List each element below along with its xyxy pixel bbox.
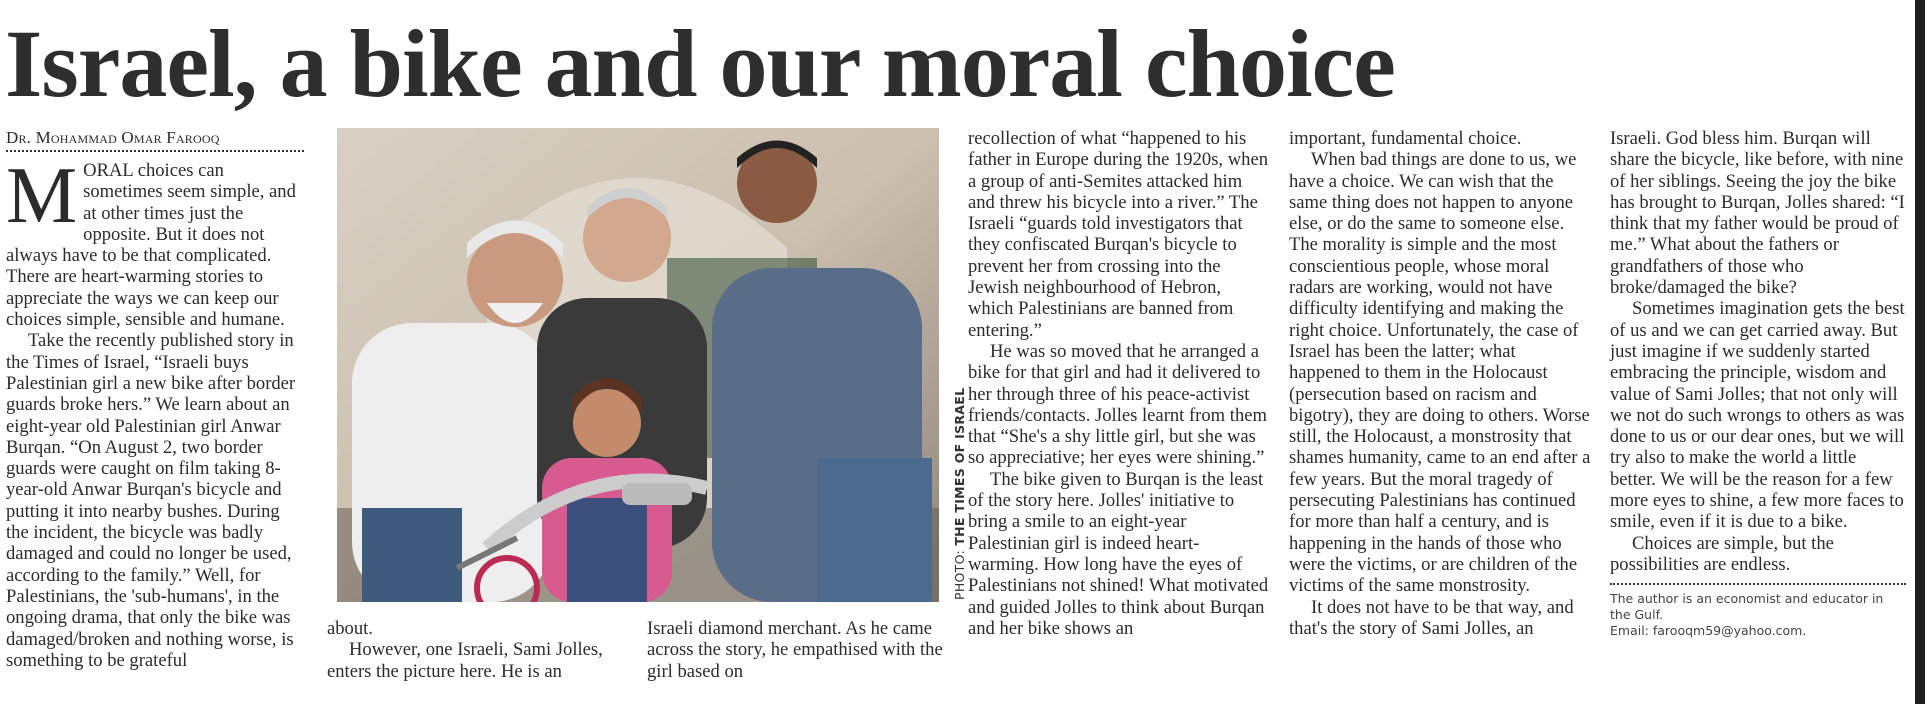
page-edge-bar: [1915, 0, 1925, 704]
article-column-5: [1289, 128, 1591, 639]
paragraph: When bad things are done to us, we have a choice. We can wish that the same thing does not happen to anyone else, or do the same to someone else. The morality is simple and the most conscientious people, whose moral radars are working, would not have difficulty identifying and making the right choice. Unfortunately, the case of Israel has been the latter; what happened to them in the Holocaust (persecution based on racism and bigotry), they are doing to others. Worse still, the Holocaust, a monstrosity that shames humanity, came to an end after a few years. But the moral tragedy of persecuting Palestinians has continued for more than half a century, and is happening in the hands of those who were the victims, or are children of the victims of the same monstrosity.: [1289, 149, 1591, 597]
headline: Israel, a bike and our moral choice: [5, 10, 1395, 117]
paragraph: Choices are simple, but the possibilities are endless.: [1610, 532, 1834, 575]
paragraph: Israeli diamond merchant. As he came across the story, he empathised with the girl based on: [647, 618, 943, 682]
author-bio: The author is an economist and educator in the Gulf.: [1610, 591, 1884, 623]
article-column-3: [647, 618, 945, 682]
article-column-2: [327, 618, 627, 682]
photo-image: [337, 128, 939, 602]
paragraph: Sometimes imagination gets the best of us and we can get carried away. But just imagine if we suddenly started embracing the principle, wisdom and value of Sami Jolles; that not only will we not do such wrongs to others as was done to us or our dear ones, but we will try also to make the world a little better. We will be the reason for a few more eyes to shine, a few more faces to smile, even if it is due to a bike.: [1610, 298, 1905, 533]
article-column-6: [1610, 128, 1906, 639]
byline: Dr. Mohammad Omar Farooq: [6, 128, 304, 152]
article-column-4: [968, 128, 1270, 639]
paragraph: important, fundamental choice.: [1289, 128, 1522, 149]
lead-text: ORAL choices can sometimes seem simple, and at other times just the opposite. But it does not always have to be that complicated. There are heart-warming stories to appreciate the ways we can keep our choices simple, sensible and humane.: [6, 160, 296, 331]
photo-credit: [952, 388, 967, 600]
lead-paragraph: [6, 152, 304, 331]
paragraph: The bike given to Burqan is the least of the story here. Jolles' initiative to bring a smile to an eight-year Palestinian girl is indeed heart-warming. How long have the eyes of Palestinians not shined! What motivated and guided Jolles to think about Burqan and her bike shows an: [968, 468, 1269, 639]
author-email: Email: farooqm59@yahoo.com.: [1610, 623, 1807, 639]
paragraph: It does not have to be that way, and that's the story of Sami Jolles, an: [1289, 596, 1574, 639]
paragraph: He was so moved that he arranged a bike for that girl and had it delivered to her through three of his peace-activist friends/contacts. Jolles learnt from them that “She's a shy little girl, but she was so appreciative; her eyes were shining.”: [968, 340, 1267, 469]
paragraph: recollection of what “happened to his father in Europe during the 1920s, when a group of anti-Semites attacked him and threw his bicycle into a river.” The Israeli “guards told investigators that they confiscated Burqan's bicycle to prevent her from crossing into the Jewish neighbourhood of Hebron, which Palestinians are banned from entering.”: [968, 128, 1269, 341]
article-photo: [337, 128, 939, 602]
paragraph: However, one Israeli, Sami Jolles, enters the picture here. He is an: [327, 639, 603, 682]
paragraph: Take the recently published story in the Times of Israel, “Israeli buys Palestinian girl a new bike after border guards broke hers.” We learn about an eight-year old Palestinian girl Anwar Burqan. “On August 2, two border guards were caught on film taking 8-year-old Anwar Burqan's bicycle and putting it into nearby bushes. During the incident, the bicycle was badly damaged and could no longer be used, according to the family.” Well, for Palestinians, the 'sub-humans', in the ongoing drama, that only the bike was damaged/broken and nothing worse, is something to be grateful: [6, 330, 296, 671]
author-note: [1610, 583, 1906, 639]
photo-credit-label: PHOTO:: [952, 549, 967, 600]
article-column-1: [6, 128, 304, 671]
drop-cap: M: [6, 152, 78, 240]
paragraph: Israeli. God bless him. Burqan will share the bicycle, like before, with nine of her siblings. Seeing the joy the bike has brought to Burqan, Jolles shared: “I think that my father would be proud of me.” What about the fathers or grandfathers of those who broke/damaged the bike?: [1610, 128, 1905, 299]
photo-credit-source: THE TIMES OF ISRAEL: [952, 387, 967, 546]
paragraph: about.: [327, 618, 373, 639]
